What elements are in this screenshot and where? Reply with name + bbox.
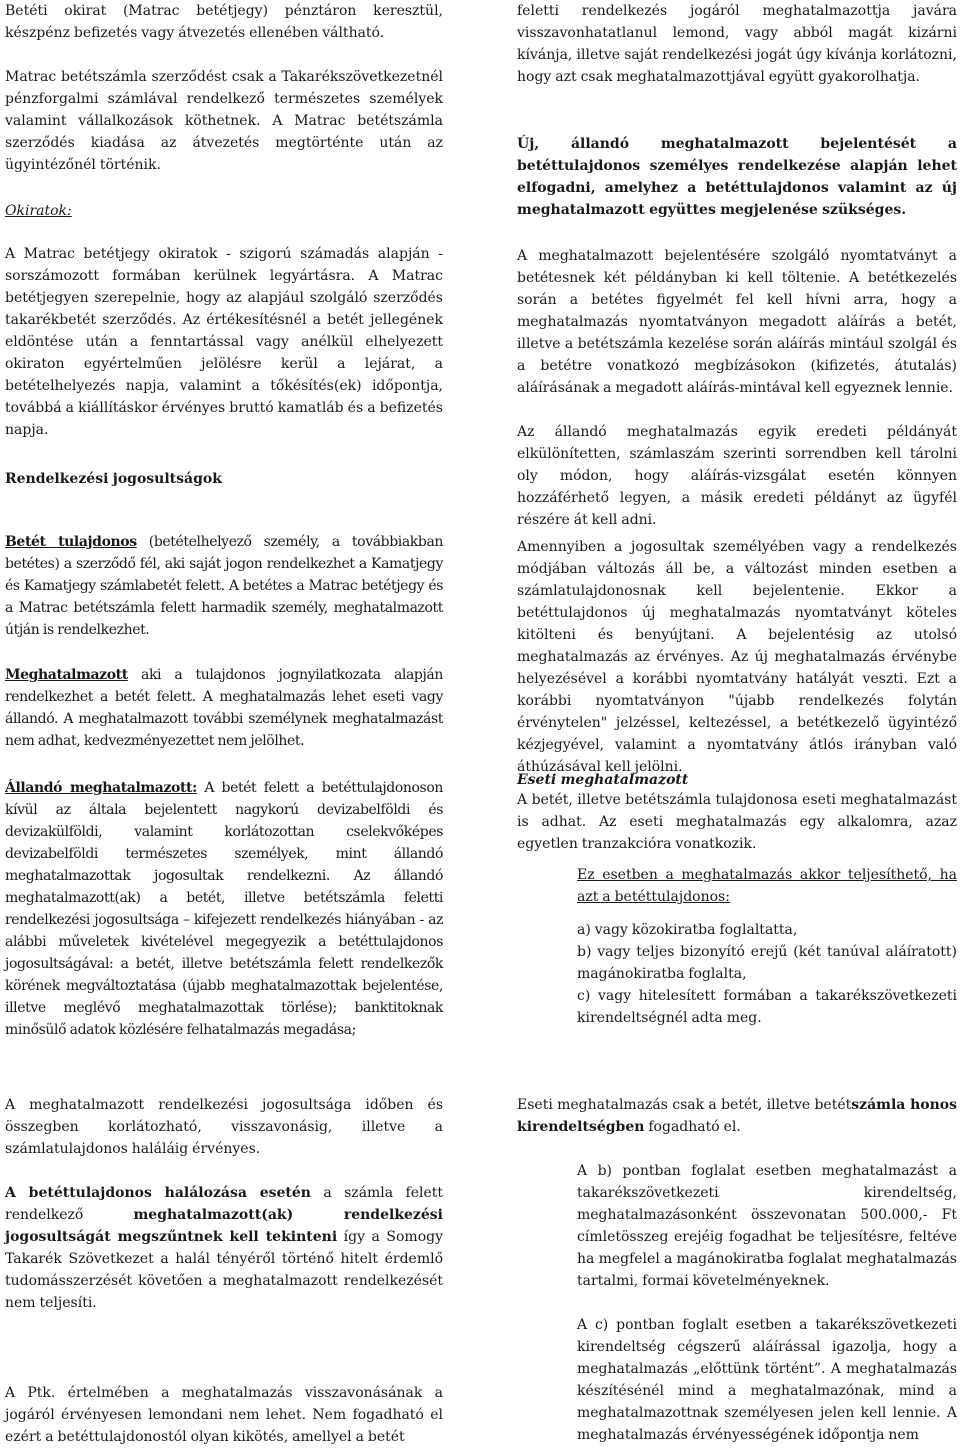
paragraph-uj-allando-meghatalmazott: Új, állandó meghatalmazott bejelentését a betéttulajdonos személyes rendelkezése alapján lehet elfogadni, amelyhez a betéttulajdonos valamint az új meghatalmazott együttes megjelenése szükséges. — [517, 136, 957, 218]
paragraph-allando-meghatalmazott — [5, 777, 443, 1041]
paragraph-valtozas: Amennyiben a jogosultak személyében vagy a rendelkezés módjában változás áll be, a változást minden esetben a számlatulajdonosnak kell bejelentenie. Ekkor a betéttulajdonos új meghatalmazás nyomtatványt köteles kitölteni és benyújtani. A bejelentésig az utolsó meghatalmazás az érvényes. Az új meghatalmazás érvénybe helyezésével a korábbi nyomtatvány hatályát veszti. Ezt a korábbi nyomtatványon "újabb rendelkezés folytán érvénytelen" jelzéssel, keltezéssel, a betétkezelő ügyintéző kézjegyével, valamint a nyomtatvány átlós irányban való áthúzásával kell jelölni. — [517, 539, 957, 775]
paragraph-meghatalmazott — [5, 664, 443, 752]
paragraph-feletti-rendelkezes: feletti rendelkezés jogáról meghatalmazottja javára visszavonhatatlanul lemond, vagy abból magát kizárni kívánja, illetve saját rendelkezési jogát úgy kívánja korlátozni, hogy azt csak meghatalmazottjával együtt gyakorolhatja. — [517, 3, 957, 85]
betet-tulajdonos-text: (betételhelyező személy, a továbbiakban betétes) a szerződő fél, aki saját jogon rendelkezhet a Kamatjegy és Kamatjegy számlabetét felett. A betétes a Matrac betétjegy és a Matrac betétszámla felett harmadik személy, meghatalmazott útján is rendelkezhet. — [5, 534, 444, 638]
paragraph-nyomtatvany: A meghatalmazott bejelentésére szolgáló nyomtatványt a betétesnek két példányban ki kell töltenie. A betétkezelés során a betétes figyelmét fel kell hívni arra, hogy a meghatalmazás nyomtatványon megadott aláírás a betét, illetve a betétszámla kezelése során aláírás mintául szolgál és a betétre vonatkozó megbízásokon (kifizetés, átutalás) aláírásának a megadott aláírás-mintával kell egyeznek lennie. — [517, 248, 957, 396]
paragraph-eseti: A betét, illetve betétszámla tulajdonosa eseti meghatalmazást is adhat. Az eseti meghatalmazás egy alkalomra, azaz egyetlen tranzakcióra vonatkozik. — [517, 792, 957, 852]
paragraph-eseti-honos — [517, 1094, 957, 1138]
allando-meghatalmazott-text: A betét felett a betéttulajdonoson kívül az általa bejelentett nagykorú devizabelföldi és devizakülföldi, valamint korlátozottan cselekvőképes devizabelföldi természetes személyek, mint állandó meghatalmazottak jogosultak rendelkezni. Az állandó meghatalmazott(ak) a betét, illetve betétszámla feletti rendelkezési jogosultsága – kifejezett rendelkezés hiányában - az alábbi műveletek kivételével megegyezik a betéttulajdonos jogosultságával: a betét, illetve betétszámla felett rendelkezők körének megváltoztatása (újabb meghatalmazottak bejelentése, illetve meglévő meghatalmazottak törlése); banktitoknak minősülő adatok közlésére felhatalmazás megadása; — [5, 780, 443, 1038]
paragraph-allando-peldany: Az állandó meghatalmazás egyik eredeti példányát elkülönítetten, számlaszám szerinti sorrendben kell tárolni oly módon, hogy aláírás-vizsgálat esetén könnyen hozzáférhető legyen, a másik eredeti példányt az ügyfél részére át kell adni. — [517, 424, 957, 528]
rendelkezesi-heading: Rendelkezési jogosultságok — [5, 471, 222, 487]
meghatalmazott-text: aki a tulajdonos jognyilatkozata alapján rendelkezhet a betét felett. A meghatalmazás lehet eseti vagy állandó. A meghatalmazott további személynek meghatalmazást nem adhat, kedvezményezettet nem jelölhet. — [5, 667, 443, 749]
paragraph-c-pont: A c) pontban foglalt esetben a takarékszövetkezeti kirendeltség cégszerű aláírással igazolja, hogy a meghatalmazás „előttünk történt”. A meghatalmazás készítésénél mind a meghatalmazónak, mind a meghatalmazottnak személyesen jelen kell lennie. A meghatalmazás érvényességének időpontja nem — [577, 1317, 957, 1443]
betet-tulajdonos-term: Betét tulajdonos — [5, 534, 137, 550]
list-item: c) vagy hitelesített formában a takarékszövetkezeti kirendeltségnél adta meg. — [577, 988, 957, 1026]
eseti-honos-emphasis: számla honos kirendeltségben — [517, 1097, 957, 1135]
eseti-honos-text2: fogadható el. — [644, 1119, 741, 1135]
condition-heading: Ez esetben a meghatalmazás akkor teljesíthető, ha azt a betéttulajdonos: — [577, 867, 957, 905]
halalozas-lead: A betéttulajdonos halálozása esetén — [5, 1185, 311, 1201]
halalozas-text1: a számla felett rendelkező — [5, 1185, 444, 1223]
eseti-heading: Eseti meghatalmazott — [517, 772, 689, 788]
list-item: b) vagy teljes bizonyító erejű (két tanúval aláíratott) magánokiratba foglalta, — [577, 944, 957, 982]
paragraph-korlatozhato: A meghatalmazott rendelkezési jogosultsága időben és összegben korlátozható, visszavonásig, illetve a számlatulajdonos haláláig érvényes. — [5, 1097, 443, 1157]
eseti-honos-text1: Eseti meghatalmazás csak a betét, illetve betét — [517, 1097, 852, 1113]
paragraph-matrac-szerzodes: Matrac betétszámla szerződést csak a Takarékszövetkezetnél pénzforgalmi számlával rendelkező természetes személyek valamint vállalkozások köthetnek. A Matrac betétszámla szerződés kiadása az átvezetés megtörténte után az ügyintézőnél történik. — [5, 69, 443, 173]
meghatalmazott-term: Meghatalmazott — [5, 667, 128, 683]
condition-list — [577, 919, 957, 1029]
paragraph-halalozas — [5, 1182, 443, 1314]
paragraph-betet-okirat: Betéti okirat (Matrac betétjegy) pénztáron keresztül, készpénz befizetés vagy átvezetés ellenében váltható. — [5, 3, 443, 41]
paragraph-ptk: A Ptk. értelmében a meghatalmazás visszavonásának a jogáról érvényesen lemondani nem lehet. Nem fogadható el ezért a betéttulajdonostól olyan kikötés, amellyel a betét — [5, 1385, 443, 1445]
allando-meghatalmazott-term: Állandó meghatalmazott: — [5, 780, 197, 796]
halalozas-text2: így a Somogy Takarék Szövetkezet a halál tényéről történő hitelt érdemlő tudomásszerzését követően a meghatalmazott rendelkezését nem teljesíti. — [5, 1229, 444, 1311]
paragraph-b-pont: A b) pontban foglalat esetben meghatalmazást a takarékszövetkezeti kirendeltség, meghatalmazásonként összevonatan 500.000,- Ft címletösszeg erejéig fogadhat be teljesítésre, feltéve ha megfelel a magánokiratba foglalat meghatalmazás tartalmi, formai követelményeknek. — [577, 1163, 957, 1289]
okiratok-heading: Okiratok: — [5, 203, 72, 219]
list-item: a) vagy közokiratba foglaltatta, — [577, 922, 798, 938]
halalozas-emphasis: meghatalmazott(ak) rendelkezési jogosultságát megszűntnek kell tekinteni — [5, 1207, 443, 1245]
paragraph-betet-tulajdonos — [5, 531, 443, 641]
paragraph-okiratok: A Matrac betétjegy okiratok - szigorú számadás alapján - sorszámozott formában kerülnek legyártásra. A Matrac betétjegyen szerepelnie, hogy az alapjául szolgáló szerződés takarékbetét szerződés. Az értékesítésnél a betét jellegének eldöntése után a fenntartással vagy anélkül elhelyezett okiraton egyértelműen jelölésre kerül a lejárat, a betételhelyezés napja, valamint a tőkésítés(ek) időpontja, továbbá a kiállításkor érvényes bruttó kamatláb és a befizetés napja. — [5, 246, 443, 438]
